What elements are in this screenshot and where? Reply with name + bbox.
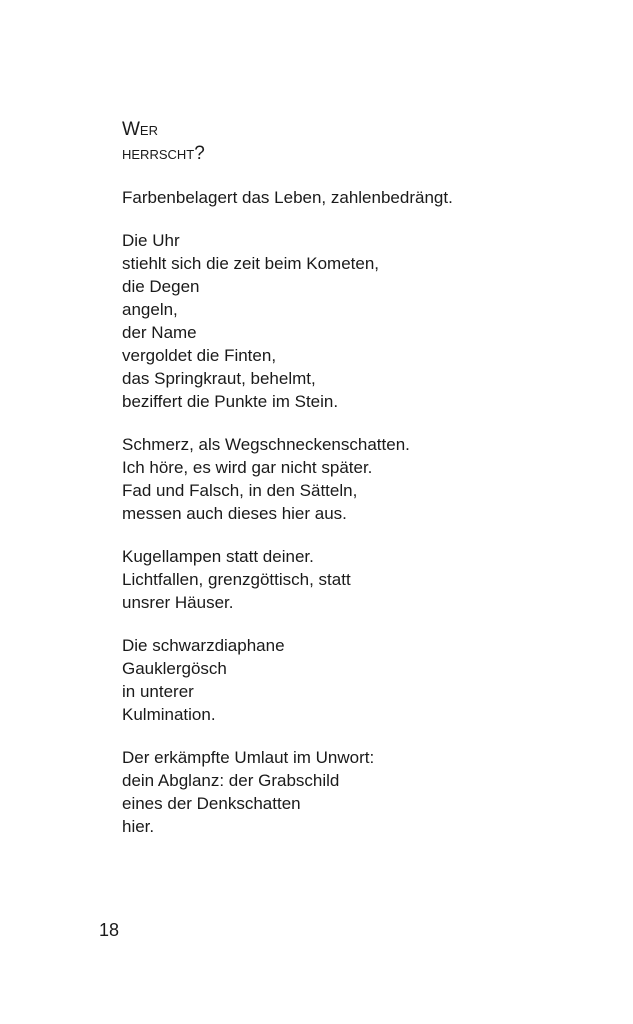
stanza: [122, 229, 592, 413]
poem-title: [122, 118, 592, 166]
poem-line: Fad und Falsch, in den Sätteln,: [122, 481, 358, 500]
poem-line: Lichtfallen, grenzgöttisch, statt: [122, 570, 351, 589]
poem-line: Die Uhr: [122, 231, 180, 250]
poem-line: Ich höre, es wird gar nicht später.: [122, 458, 373, 477]
poem-line: Farbenbelagert das Leben, zahlenbedrängt.: [122, 188, 453, 207]
stanza: [122, 634, 592, 726]
poem-line: Der erkämpfte Umlaut im Unwort:: [122, 748, 375, 767]
poem-line: die Degen: [122, 277, 200, 296]
poem-line: Kugellampen statt deiner.: [122, 547, 314, 566]
poem-title-line: herrscht?: [122, 143, 205, 164]
poem-line: messen auch dieses hier aus.: [122, 504, 347, 523]
stanza: [122, 186, 592, 209]
stanza: [122, 545, 592, 614]
poem-line: vergoldet die Finten,: [122, 346, 277, 365]
poem-line: angeln,: [122, 300, 178, 319]
poem-line: Schmerz, als Wegschneckenschatten.: [122, 435, 410, 454]
poem-line: stiehlt sich die zeit beim Kometen,: [122, 254, 380, 273]
page-number: 18: [99, 920, 120, 940]
poem-line: hier.: [122, 817, 155, 836]
poem-line: das Springkraut, behelmt,: [122, 369, 316, 388]
poem-line: dein Abglanz: der Grabschild: [122, 771, 340, 790]
poem-line: Gauklergösch: [122, 659, 227, 678]
poem-title-line: Wer: [122, 119, 158, 140]
poem-line: Kulmination.: [122, 705, 216, 724]
poem-line: Die schwarzdiaphane: [122, 636, 285, 655]
poem-line: der Name: [122, 323, 197, 342]
poem-line: beziffert die Punkte im Stein.: [122, 392, 339, 411]
poem-line: in unterer: [122, 682, 194, 701]
poem-line: eines der Denkschatten: [122, 794, 301, 813]
stanza: [122, 433, 592, 525]
poem-line: unsrer Häuser.: [122, 593, 234, 612]
stanza: [122, 746, 592, 838]
poem: [122, 118, 592, 838]
